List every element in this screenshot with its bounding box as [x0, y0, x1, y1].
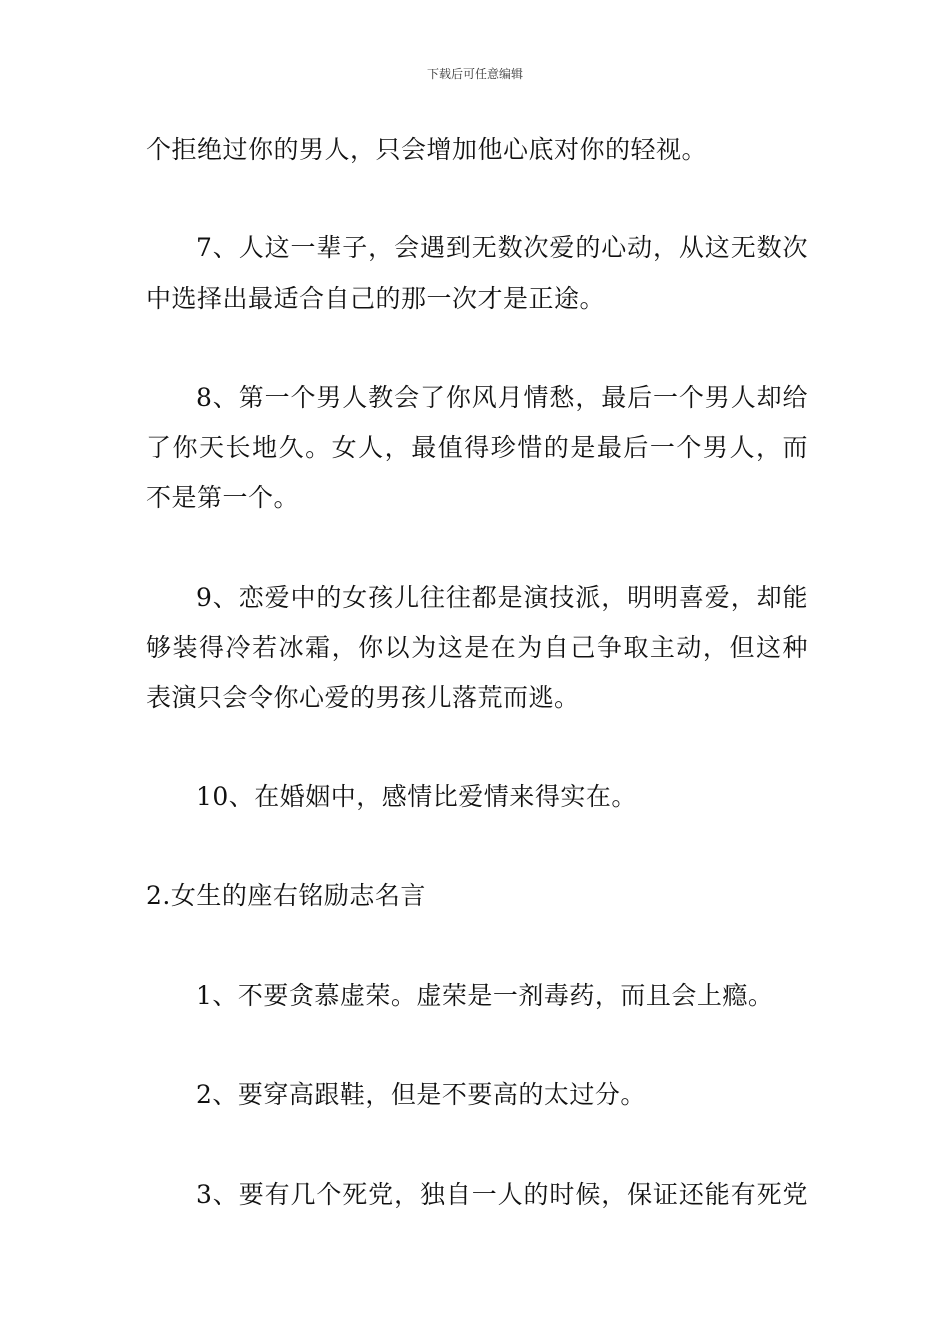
text-line: 10、在婚姻中，感情比爱情来得实在。 [196, 782, 637, 811]
text-line: 了你天长地久。女人，最值得珍惜的是最后一个男人，而 [146, 433, 808, 462]
text-line: 个拒绝过你的男人，只会增加他心底对你的轻视。 [146, 135, 708, 164]
text-line: 8、第一个男人教会了你风月情愁，最后一个男人却给 [196, 383, 808, 412]
section-heading: 2.女生的座右铭励志名言 [146, 881, 426, 910]
text-line: 不是第一个。 [146, 483, 300, 512]
text-line: 7、人这一辈子，会遇到无数次爱的心动，从这无数次 [196, 233, 808, 262]
text-line: 够装得冷若冰霜，你以为这是在为自己争取主动，但这种 [146, 633, 808, 662]
text-line: 1、不要贪慕虚荣。虚荣是一剂毒药，而且会上瘾。 [196, 981, 774, 1010]
text-line: 中选择出最适合自己的那一次才是正途。 [146, 284, 606, 313]
text-line: 3、要有几个死党，独自一人的时候，保证还能有死党 [196, 1180, 808, 1209]
page-header: 下载后可任意编辑 [426, 67, 523, 81]
text-line: 表演只会令你心爱的男孩儿落荒而逃。 [146, 683, 580, 712]
text-line: 9、恋爱中的女孩儿往往都是演技派，明明喜爱，却能 [196, 583, 808, 612]
text-line: 2、要穿高跟鞋，但是不要高的太过分。 [196, 1080, 646, 1109]
